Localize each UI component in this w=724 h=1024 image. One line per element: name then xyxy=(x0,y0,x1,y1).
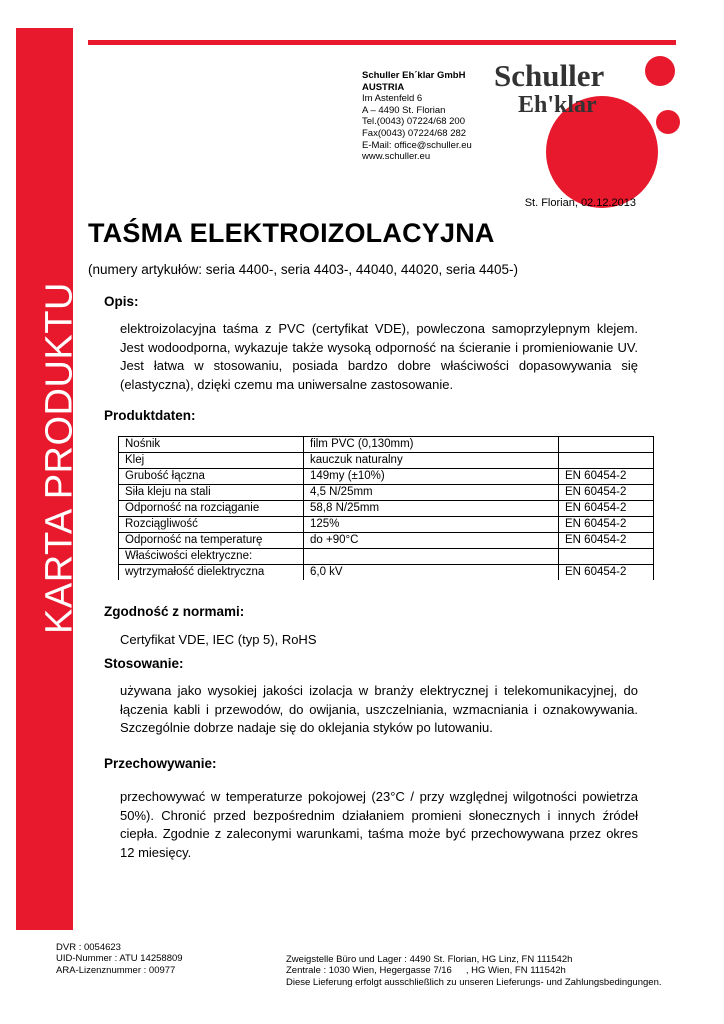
table-cell-value: 125% xyxy=(304,517,559,533)
table-row xyxy=(119,501,654,517)
table-cell-norm: EN 60454-2 xyxy=(559,517,654,533)
footer-ara: ARA-Lizenznummer : 00977 xyxy=(56,964,176,976)
table-cell-norm: EN 60454-2 xyxy=(559,533,654,549)
product-data-table xyxy=(118,436,654,580)
opis-heading: Opis: xyxy=(104,294,139,309)
table-cell-value xyxy=(304,549,559,565)
table-cell-label: Nośnik xyxy=(119,437,304,453)
table-cell-norm: EN 60454-2 xyxy=(559,501,654,517)
table-cell-value: 6,0 kV xyxy=(304,565,559,581)
przechowywanie-heading: Przechowywanie: xyxy=(104,756,217,771)
table-cell-label: Odporność na rozciąganie xyxy=(119,501,304,517)
table-row xyxy=(119,533,654,549)
footer-dvr: DVR : 0054623 xyxy=(56,942,121,953)
table-cell-label: Rozciągliwość xyxy=(119,517,304,533)
table-cell-norm xyxy=(559,549,654,565)
logo-text-schuller: Schuller xyxy=(494,58,605,93)
table-cell-label: Siła kleju na stali xyxy=(119,485,304,501)
company-logo xyxy=(490,52,680,212)
company-country: AUSTRIA xyxy=(362,81,405,93)
stosowanie-heading: Stosowanie: xyxy=(104,656,184,671)
table-cell-norm xyxy=(559,437,654,453)
footer-uid: UID-Nummer : ATU 14258809 xyxy=(56,953,183,965)
table-row xyxy=(119,565,654,581)
footer-lieferung: Diese Lieferung erfolgt ausschließlich zu unseren Lieferungs- und Zahlungsbedingungen. xyxy=(286,976,662,988)
logo-circle-small xyxy=(645,56,675,86)
table-cell-value: 58,8 N/25mm xyxy=(304,501,559,517)
table-cell-value: kauczuk naturalny xyxy=(304,453,559,469)
page-title: TAŚMA ELEKTROIZOLACYJNA xyxy=(88,218,495,248)
company-city: A – 4490 St. Florian xyxy=(362,104,446,116)
document-date: St. Florian, 02.12.2013 xyxy=(524,197,636,209)
table-row xyxy=(119,517,654,533)
company-street: Im Astenfeld 6 xyxy=(362,93,423,105)
article-numbers: (numery artykułów: seria 4400-, seria 4403-, 44040, 44020, seria 4405-) xyxy=(88,262,518,277)
przechowywanie-text: przechowywać w temperaturze pokojowej (23°C / przy względnej wilgotności powietrza 50%). Chronić przed bezpośrednim działaniem promieni słonecznych i innych źródeł ciepła. Zgodnie z zaleconymi warunkami, taśma może być przechowywana przez okres 12 miesięcy. xyxy=(120,789,638,860)
table-cell-label: Grubość łączna xyxy=(119,469,304,485)
footer-zentrale-register: , HG Wien, FN 111542h xyxy=(465,965,566,977)
table-row xyxy=(119,549,654,565)
sidebar-band xyxy=(16,28,81,930)
header-rule xyxy=(88,40,676,45)
table-cell-label: Klej xyxy=(119,453,304,469)
footer-locations xyxy=(286,954,662,988)
zgodnosc-heading: Zgodność z normami: xyxy=(104,604,245,619)
table-cell-label: wytrzymałość dielektryczna xyxy=(119,565,304,581)
table-cell-norm: EN 60454-2 xyxy=(559,565,654,581)
footer-registration xyxy=(56,942,183,976)
zgodnosc-text: Certyfikat VDE, IEC (typ 5), RoHS xyxy=(120,632,317,647)
logo-circle-tiny xyxy=(656,110,680,134)
company-tel: Tel.(0043) 07224/68 200 xyxy=(362,116,465,128)
table-cell-label: Właściwości elektryczne: xyxy=(119,549,304,565)
table-cell-value: 149my (±10%) xyxy=(304,469,559,485)
sidebar-label: KARTA PRODUKTU xyxy=(38,282,81,634)
table-row xyxy=(119,437,654,453)
footer-zentrale xyxy=(286,965,662,976)
table-cell-value: do +90°C xyxy=(304,533,559,549)
table-cell-value: film PVC (0,130mm) xyxy=(304,437,559,453)
footer-zweigstelle: Zweigstelle Büro und Lager : 4490 St. Florian, HG Linz, FN 111542h xyxy=(286,954,573,965)
table-cell-value: 4,5 N/25mm xyxy=(304,485,559,501)
table-row xyxy=(119,469,654,485)
table-cell-norm: EN 60454-2 xyxy=(559,485,654,501)
company-fax: Fax(0043) 07224/68 282 xyxy=(362,127,467,139)
table-cell-norm: EN 60454-2 xyxy=(559,469,654,485)
company-email[interactable]: E-Mail: office@schuller.eu xyxy=(362,139,472,151)
company-address xyxy=(362,70,472,163)
company-name: Schuller Eh´klar GmbH xyxy=(362,70,466,81)
footer-zentrale-address: Zentrale : 1030 Wien, Hegergasse 7/16 xyxy=(286,965,452,977)
stosowanie-text: używana jako wysokiej jakości izolacja w branży elektrycznej i telekomunikacyjnej, do łączenia kabli i przewodów, do owijania, uszczelniania, wzmacniania i oznakowywania. Szczególnie dobrze nadaje się do oklejania styków po lutowaniu. xyxy=(120,683,638,735)
table-row xyxy=(119,485,654,501)
table-cell-norm xyxy=(559,453,654,469)
table-cell-label: Odporność na temperaturę xyxy=(119,533,304,549)
logo-text-ehklar: Eh'klar xyxy=(518,92,597,118)
opis-text: elektroizolacyjna taśma z PVC (certyfikat VDE), powleczona samoprzylepnym klejem. Jest wodoodporna, wykazuje także wysoką odporność na ścieranie i promieniowanie UV. Jest łatwa w stosowaniu, posiada bardzo dobre właściwości dopasowywania się (elastyczna), dzięki czemu ma uniwersalne zastosowanie. xyxy=(120,321,638,392)
company-web[interactable]: www.schuller.eu xyxy=(362,151,431,163)
table-row xyxy=(119,453,654,469)
produktdaten-heading: Produktdaten: xyxy=(104,408,196,423)
